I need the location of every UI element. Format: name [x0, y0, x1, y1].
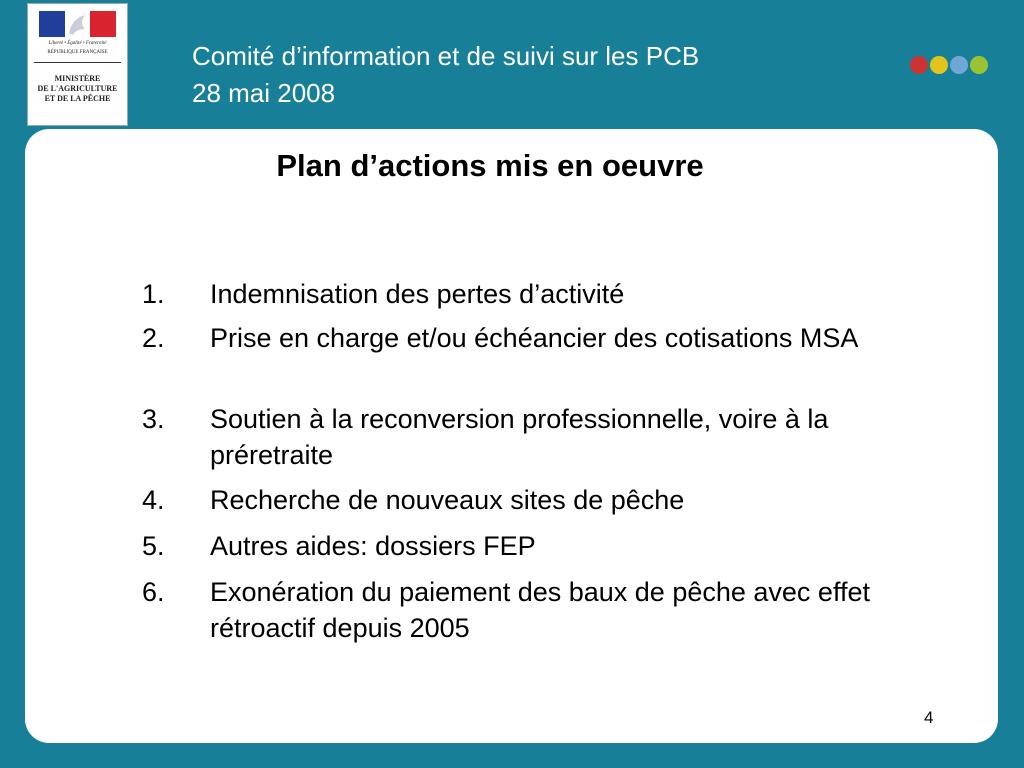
logo-ministry-name: MINISTÈRE DE L'AGRICULTURE ET DE LA PÊCHE — [37, 74, 118, 103]
list-item-text: Autres aides: dossiers FEP — [210, 531, 536, 561]
logo-republic: RÉPUBLIQUE FRANÇAISE — [47, 50, 108, 55]
yellow-dot-icon — [930, 56, 948, 74]
list-item-number: 1. — [142, 279, 165, 309]
page-number: 4 — [924, 708, 934, 727]
ministry-logo — [27, 3, 128, 126]
list-item-text: Soutien à la reconversion professionnelle, voire à la préretraite — [210, 404, 829, 470]
list-item-text: Prise en charge et/ou échéancier des cotisations MSA — [210, 323, 859, 353]
header-title-line1: Comité d’information et de suivi sur les PCB — [192, 41, 700, 71]
marianne-flag-icon — [39, 11, 116, 37]
green-dot-icon — [970, 56, 988, 74]
list-item-number: 5. — [142, 531, 165, 561]
logo-motto: Liberté • Égalité • Fraternité — [48, 41, 107, 46]
slide-title: Plan d’actions mis en oeuvre — [276, 148, 704, 183]
list-item-text: Exonération du paiement des baux de pêche avec effet rétroactif depuis 2005 — [210, 577, 870, 643]
list-item-text: Indemnisation des pertes d’activité — [210, 279, 625, 309]
header-date: 28 mai 2008 — [192, 78, 336, 108]
list-item-number: 4. — [142, 485, 165, 515]
header-title — [192, 38, 699, 112]
list-item-number: 6. — [142, 577, 165, 607]
logo-divider — [34, 62, 121, 63]
list-item-number: 3. — [142, 404, 165, 434]
list-item-number: 2. — [142, 323, 165, 353]
blue-dot-icon — [950, 56, 968, 74]
red-dot-icon — [910, 56, 928, 74]
list-item-text: Recherche de nouveaux sites de pêche — [210, 485, 685, 515]
